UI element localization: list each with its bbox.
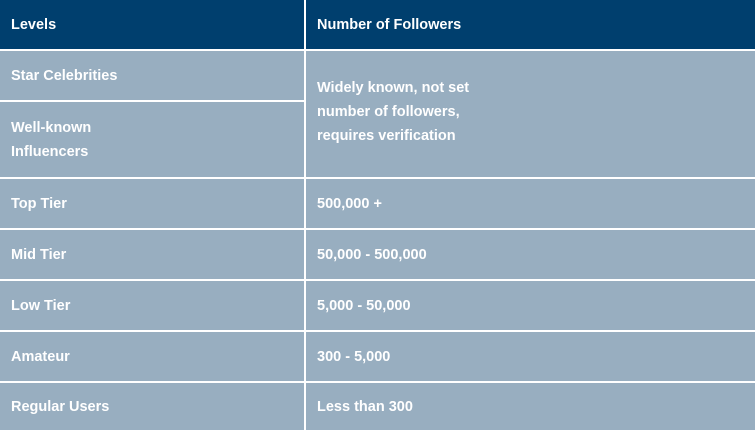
followers-value: 300 - 5,000 [317,348,391,365]
followers-merged-line-1: Widely known, not set [317,80,470,96]
level-label: Mid Tier [11,246,67,263]
followers-cell-regular-users [306,383,755,430]
followers-value: 50,000 - 500,000 [317,246,427,263]
followers-cell-low-tier [306,281,755,330]
level-cell-regular-users [0,383,304,430]
followers-cell-top-tier [306,179,755,228]
level-label-line-2: Influencers [11,143,89,160]
header-followers-label: Number of Followers [317,16,462,33]
level-cell-well-known-influencers [0,102,304,177]
level-cell-low-tier [0,281,304,330]
level-cell-amateur [0,332,304,381]
header-levels-label: Levels [11,16,57,33]
followers-value: 500,000 + [317,195,382,212]
followers-merged-line-2: number of followers, [317,104,460,120]
header-number-of-followers [306,0,755,49]
level-label: Star Celebrities [11,67,118,84]
level-cell-star-celebrities [0,51,304,100]
level-cell-top-tier [0,179,304,228]
level-label: Top Tier [11,195,67,212]
followers-value: 5,000 - 50,000 [317,297,411,314]
header-levels [0,0,304,49]
level-cell-mid-tier [0,230,304,279]
followers-cell-merged [306,51,755,177]
level-label: Regular Users [11,398,110,415]
followers-value: Less than 300 [317,398,413,415]
followers-cell-amateur [306,332,755,381]
level-label: Amateur [11,348,70,365]
followers-merged-line-3: requires verification [317,128,456,144]
level-label-line-1: Well-known [11,119,92,136]
followers-cell-mid-tier [306,230,755,279]
level-label: Low Tier [11,297,71,314]
